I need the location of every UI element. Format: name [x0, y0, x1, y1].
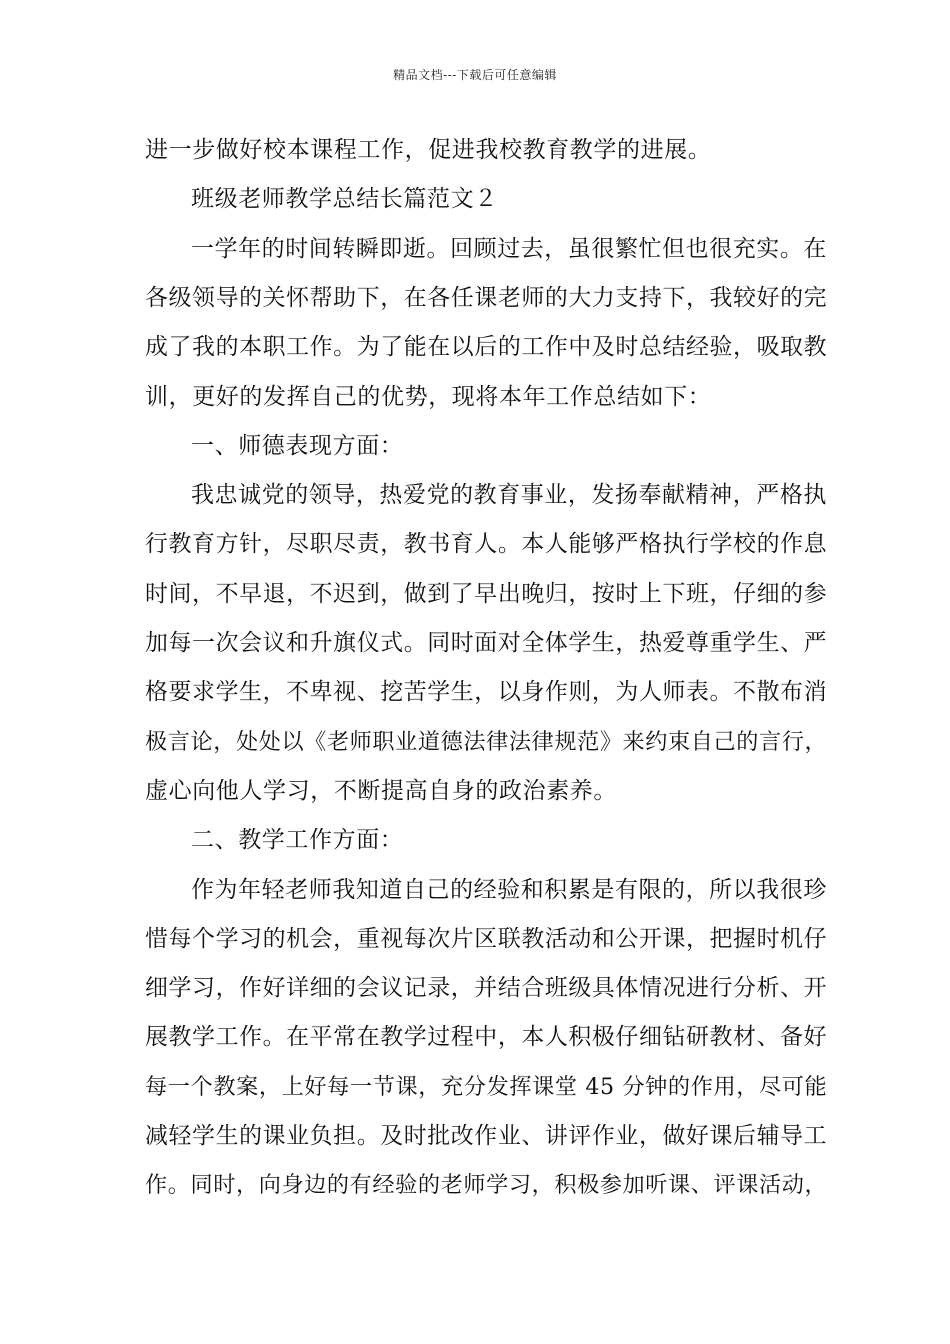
- body-line: 进一步做好校本课程工作，促进我校教育教学的进展。: [145, 137, 712, 163]
- body-line: 减轻学生的课业负担。及时批改作业、讲评作业，做好课后辅导工: [145, 1123, 828, 1149]
- body-line: 作。同时，向身边的有经验的老师学习，积极参加听课、评课活动，: [145, 1172, 828, 1199]
- body-line: 加每一次会议和升旗仪式。同时面对全体学生，热爱尊重学生、严: [145, 630, 828, 656]
- body-line: 惜每个学习的机会，重视每次片区联教活动和公开课，把握时机仔: [145, 925, 828, 952]
- body-line: 格要求学生，不卑视、挖苦学生，以身作则，为人师表。不散布消: [145, 679, 828, 706]
- body-line: 虚心向他人学习，不断提高自身的政治素养。: [145, 777, 617, 804]
- body-line: 作为年轻老师我知道自己的经验和积累是有限的，所以我很珍: [191, 876, 827, 903]
- body-line: 时间，不早退，不迟到，做到了早出晚归，按时上下班，仔细的参: [145, 580, 828, 607]
- body-line: 我忠诚党的领导，热爱党的教育事业，发扬奉献精神，严格执: [191, 482, 827, 509]
- section-title: 班级老师教学总结长篇范文２: [191, 186, 498, 213]
- section-heading: 一、师德表现方面：: [191, 432, 404, 459]
- section-heading: 二、教学工作方面：: [191, 827, 404, 854]
- page-header: 精品文档---下载后可任意编辑: [393, 68, 557, 82]
- body-line: 训，更好的发挥自己的优势，现将本年工作总结如下：: [145, 383, 712, 410]
- body-line: 各级领导的关怀帮助下，在各任课老师的大力支持下，我较好的完: [145, 284, 828, 311]
- body-line: 展教学工作。在平常在教学过程中，本人积极仔细钻研教材、备好: [145, 1024, 828, 1051]
- body-line: 极言论，处处以《老师职业道德法律法律规范》来约束自己的言行，: [145, 728, 828, 755]
- body-line: 一学年的时间转瞬即逝。回顾过去，虽很繁忙但也很充实。在: [191, 235, 827, 262]
- body-line: 行教育方针，尽职尽责，教书育人。本人能够严格执行学校的作息: [145, 531, 828, 558]
- body-line: 成了我的本职工作。为了能在以后的工作中及时总结经验，吸取教: [145, 334, 828, 361]
- body-line: 细学习，作好详细的会议记录，并结合班级具体情况进行分析、开: [145, 975, 828, 1002]
- body-line: 每一个教案，上好每一节课，充分发挥课堂 45 分钟的作用，尽可能: [145, 1073, 828, 1100]
